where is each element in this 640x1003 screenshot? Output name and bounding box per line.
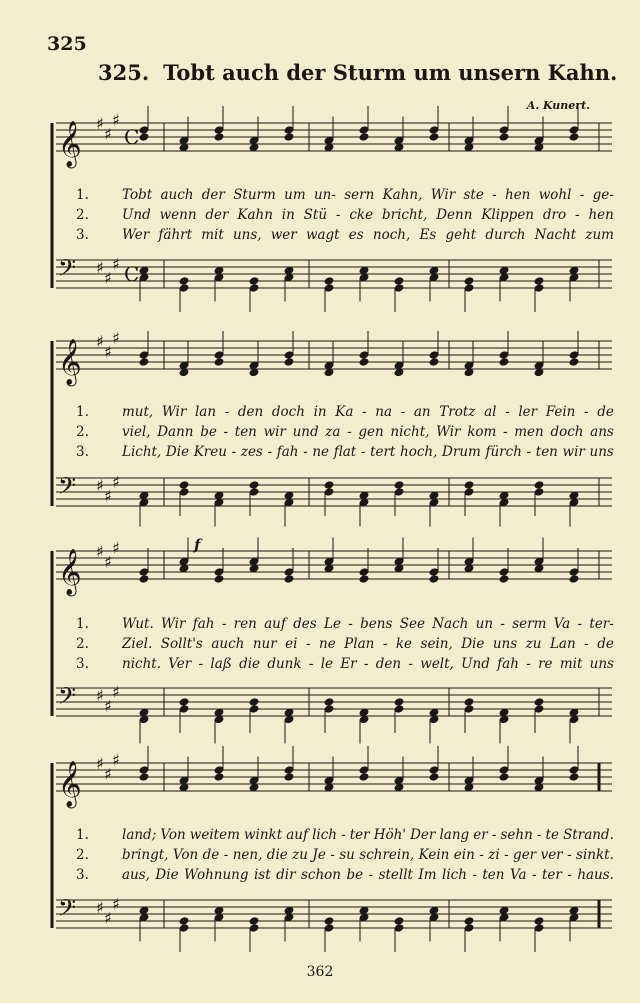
note-head <box>324 697 335 707</box>
sharp-icon: ♯ <box>96 898 104 917</box>
note-head <box>499 357 510 367</box>
sharp-icon: ♯ <box>104 552 112 572</box>
verse-number: 1. <box>76 827 89 843</box>
treble-clef-icon: 𝄞 <box>58 339 82 385</box>
verse-2-line <box>76 847 614 867</box>
note-head <box>429 772 440 782</box>
lyric-text: Tobt auch der Sturm um un- sern Kahn, Wir ste - hen wohl - ge- <box>122 187 614 203</box>
note-head <box>499 574 510 584</box>
bass-staff <box>56 682 612 744</box>
title-number: 325. <box>98 60 150 85</box>
note-head <box>569 132 580 142</box>
verse-number: 2. <box>76 636 89 652</box>
lyric-text: Licht, Die Kreu - zes - fah - ne flat - tert hoch, Drum fürch - ten wir uns <box>122 444 614 460</box>
sharp-icon: ♯ <box>104 696 112 716</box>
note-head <box>214 132 225 142</box>
sharp-icon: ♯ <box>112 328 120 348</box>
treble-clef-icon: 𝄞 <box>58 121 82 167</box>
note-head <box>394 276 405 286</box>
note-head <box>284 132 295 142</box>
verse-3-line <box>76 444 614 464</box>
bass-clef-icon: 𝄢 <box>58 894 77 927</box>
note-head <box>324 276 335 286</box>
lyric-text: Ziel. Sollt's auch nur ei - ne Plan - ke sein, Die uns zu Lan - de <box>122 636 614 652</box>
lyrics-block-2 <box>76 404 614 464</box>
sharp-icon: ♯ <box>112 538 120 558</box>
verse-number: 2. <box>76 424 89 440</box>
bass-staff <box>56 254 612 312</box>
bass-clef-icon: 𝄢 <box>58 254 77 287</box>
sharp-icon: ♯ <box>112 750 120 770</box>
sharp-icon: ♯ <box>96 258 104 277</box>
treble-staff <box>56 746 612 809</box>
note-head <box>359 357 370 367</box>
note-head <box>249 276 260 286</box>
sharp-icon: ♯ <box>96 686 104 705</box>
note-head <box>534 276 545 286</box>
verse-1-line <box>76 827 614 847</box>
common-time-icon: C <box>124 262 140 286</box>
note-head <box>284 357 295 367</box>
note-head <box>394 916 405 926</box>
verse-2-line <box>76 636 614 656</box>
lyric-text: bringt, Von de - nen, die zu Je - su schrein, Kein ein - zi - ger ver - sinkt. <box>122 847 614 863</box>
bass-clef-icon: 𝄢 <box>58 682 77 715</box>
note-head <box>324 916 335 926</box>
sharp-icon: ♯ <box>96 542 104 561</box>
sharp-icon: ♯ <box>96 332 104 351</box>
verse-2-line <box>76 424 614 444</box>
treble-staff <box>56 106 612 169</box>
sharp-icon: ♯ <box>112 254 120 274</box>
hymn-number: 325 <box>47 33 87 55</box>
note-head <box>139 132 150 142</box>
note-head <box>464 276 475 286</box>
verse-1-line <box>76 404 614 424</box>
note-head <box>214 574 225 584</box>
lyric-text: mut, Wir lan - den doch in Ka - na - an Trotz al - ler Fein - de <box>122 404 614 420</box>
sharp-icon: ♯ <box>96 754 104 773</box>
bass-staff <box>56 472 612 527</box>
note-head <box>429 574 440 584</box>
verse-3-line <box>76 867 614 887</box>
verse-1-line <box>76 187 614 207</box>
composer-credit: A. Kunert. <box>526 99 590 112</box>
verse-number: 1. <box>76 404 89 420</box>
dynamic-forte-mark: f <box>194 536 201 554</box>
verse-number: 3. <box>76 867 89 883</box>
sharp-icon: ♯ <box>112 472 120 492</box>
sharp-icon: ♯ <box>96 114 104 133</box>
note-head <box>569 357 580 367</box>
note-head <box>249 697 260 707</box>
treble-clef-icon: 𝄞 <box>58 549 82 595</box>
note-head <box>249 480 260 490</box>
sharp-icon: ♯ <box>96 476 104 495</box>
note-head <box>394 480 405 490</box>
note-head <box>499 772 510 782</box>
sharp-icon: ♯ <box>104 124 112 144</box>
page-number: 362 <box>306 964 334 980</box>
note-head <box>284 574 295 584</box>
sharp-icon: ♯ <box>104 486 112 506</box>
note-head <box>429 132 440 142</box>
title-text: Tobt auch der Sturm um unsern Kahn. <box>163 60 618 85</box>
verse-number: 3. <box>76 656 89 672</box>
note-head <box>214 772 225 782</box>
common-time-icon: C <box>124 125 140 149</box>
note-head <box>464 480 475 490</box>
note-head <box>214 357 225 367</box>
note-head <box>499 132 510 142</box>
bass-staff <box>56 894 612 952</box>
verse-3-line <box>76 227 614 247</box>
verse-number: 1. <box>76 616 89 632</box>
note-head <box>179 697 190 707</box>
note-head <box>139 574 150 584</box>
music-system-4 <box>44 750 614 955</box>
sharp-icon: ♯ <box>104 342 112 362</box>
lyric-text: Wer fährt mit uns, wer wagt es noch, Es geht durch Nacht zum <box>122 227 614 243</box>
music-system-1 <box>44 110 614 315</box>
note-head <box>464 916 475 926</box>
note-head <box>534 697 545 707</box>
note-head <box>534 916 545 926</box>
note-head <box>394 697 405 707</box>
note-head <box>464 697 475 707</box>
note-head <box>359 132 370 142</box>
treble-staff <box>56 329 612 388</box>
lyrics-block-4 <box>76 827 614 887</box>
verse-number: 3. <box>76 227 89 243</box>
lyrics-block-3 <box>76 616 614 676</box>
hymn-title <box>98 60 618 85</box>
verse-number: 2. <box>76 847 89 863</box>
lyric-text: nicht. Ver - laß die dunk - le Er - den - welt, Und fah - re mit uns <box>122 656 614 672</box>
lyric-text: aus, Die Wohnung ist dir schon be - stellt Im lich - ten Va - ter - haus. <box>122 867 614 883</box>
treble-clef-icon: 𝄞 <box>58 761 82 807</box>
note-head <box>284 772 295 782</box>
sharp-icon: ♯ <box>112 894 120 914</box>
note-head <box>569 574 580 584</box>
note-head <box>179 916 190 926</box>
verse-2-line <box>76 207 614 227</box>
note-head <box>179 276 190 286</box>
note-head <box>359 772 370 782</box>
verse-number: 1. <box>76 187 89 203</box>
sharp-icon: ♯ <box>112 682 120 702</box>
sharp-icon: ♯ <box>104 764 112 784</box>
lyric-text: Und wenn der Kahn in Stü - cke bricht, Denn Klippen dro - hen <box>122 207 614 223</box>
note-head <box>359 574 370 584</box>
lyrics-block-1 <box>76 187 614 247</box>
note-head <box>249 916 260 926</box>
lyric-text: land; Von weitem winkt auf lich - ter Höh' Der lang er - sehn - te Strand. <box>122 827 614 843</box>
music-system-2 <box>44 328 614 533</box>
note-head <box>534 480 545 490</box>
music-system-3 <box>44 536 614 743</box>
verse-number: 3. <box>76 444 89 460</box>
note-head <box>569 772 580 782</box>
sharp-icon: ♯ <box>104 908 112 928</box>
lyric-text: viel, Dann be - ten wir und za - gen nicht, Wir kom - men doch ans <box>122 424 614 440</box>
note-head <box>429 357 440 367</box>
note-head <box>139 357 150 367</box>
verse-number: 2. <box>76 207 89 223</box>
bass-clef-icon: 𝄢 <box>58 472 77 505</box>
note-head <box>139 772 150 782</box>
sharp-icon: ♯ <box>112 110 120 130</box>
verse-1-line <box>76 616 614 636</box>
lyric-text: Wut. Wir fah - ren auf des Le - bens See Nach un - serm Va - ter- <box>122 616 614 632</box>
note-head <box>324 480 335 490</box>
verse-3-line <box>76 656 614 676</box>
note-head <box>179 480 190 490</box>
sharp-icon: ♯ <box>104 268 112 288</box>
treble-staff <box>56 536 612 597</box>
